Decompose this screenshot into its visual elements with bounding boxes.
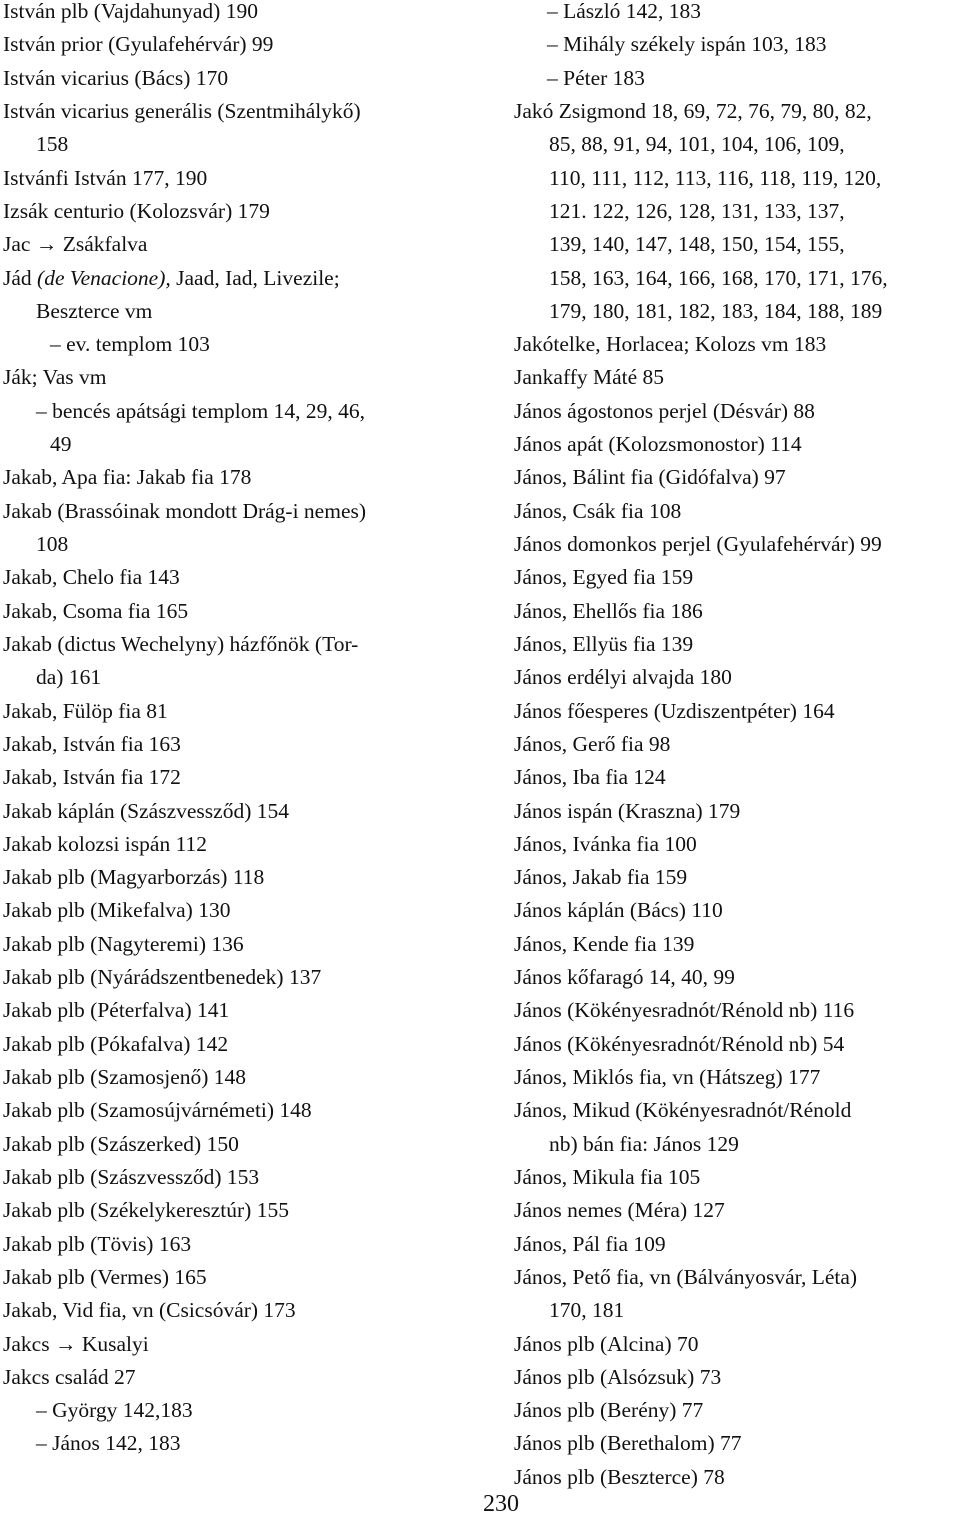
index-entry: János erdélyi alvajda 180 [514, 665, 732, 690]
index-entry: Jakab, Chelo fia 143 [3, 565, 180, 590]
index-entry-text: Jaad, Iad, Livezile; [170, 265, 340, 290]
index-entry: Jakab, István fia 172 [3, 765, 181, 790]
index-entry: János plb (Alsózsuk) 73 [514, 1364, 722, 1389]
index-entry: Ják; Vas vm [3, 365, 107, 390]
index-entry: – bencés apátsági templom 14, 29, 46, [36, 398, 365, 423]
index-entry: – Péter 183 [547, 65, 645, 90]
index-entry: János (Kökényesradnót/Rénold nb) 54 [514, 1031, 845, 1056]
index-entry: Jakab plb (Mikefalva) 130 [3, 898, 231, 923]
index-entry: 179, 180, 181, 182, 183, 184, 188, 189 [549, 298, 883, 323]
index-entry: János plb (Berény) 77 [514, 1398, 704, 1423]
index-entry: Istvánfi István 177, 190 [3, 165, 208, 190]
index-entry: – Mihály székely ispán 103, 183 [547, 32, 827, 57]
index-entry: Jac → Zsákfalva [3, 232, 148, 257]
index-entry: János főesperes (Uzdiszentpéter) 164 [514, 698, 835, 723]
index-entry-text: Jád [3, 265, 38, 290]
index-entry: Jakab plb (Szamosjenő) 148 [3, 1065, 247, 1089]
index-entry: Jakab plb (Szászerked) 150 [3, 1131, 239, 1156]
index-entry: István vicarius (Bács) 170 [3, 65, 229, 90]
index-entry: da) 161 [36, 665, 102, 690]
index-entry: János, Iba fia 124 [514, 765, 666, 790]
index-entry: Izsák centurio (Kolozsvár) 179 [3, 198, 270, 223]
index-entry: – László 142, 183 [547, 0, 702, 23]
index-entry: 110, 111, 112, 113, 116, 118, 119, 120, [549, 165, 882, 190]
index-entry: 139, 140, 147, 148, 150, 154, 155, [549, 232, 845, 257]
index-entry: Jakó Zsigmond 18, 69, 72, 76, 79, 80, 82, [514, 98, 872, 123]
index-entry: Jakab plb (Tövis) 163 [3, 1231, 192, 1256]
index-entry: Jakab plb (Szászvessződ) 153 [3, 1164, 260, 1189]
index-entry: János apát (Kolozsmonostor) 114 [514, 432, 802, 457]
index-entry: Jakab plb (Péterfalva) 141 [3, 998, 230, 1023]
index-entry: István vicarius generális (Szentmihálykő) [3, 98, 361, 123]
index-entry: 49 [50, 432, 72, 457]
index-entry: János, Bálint fia (Gidófalva) 97 [514, 465, 786, 490]
index-entry: János, Gerő fia 98 [514, 731, 671, 756]
index-entry: Jakab plb (Nyárádszentbenedek) 137 [3, 965, 322, 990]
index-entry: János, Egyed fia 159 [514, 565, 694, 590]
index-entry: János, Kende fia 139 [514, 931, 695, 956]
index-entry: Jakab plb (Magyarborzás) 118 [3, 865, 265, 890]
index-entry: Jakab, István fia 163 [3, 731, 181, 756]
index-entry: János plb (Beszterce) 78 [514, 1464, 725, 1489]
index-entry: János kőfaragó 14, 40, 99 [514, 965, 735, 990]
index-entry: 108 [36, 532, 69, 556]
index-entry: János, Ellyüs fia 139 [514, 631, 694, 656]
index-entry: János domonkos perjel (Gyulafehérvár) 99 [514, 532, 882, 556]
index-entry: Jakab kolozsi ispán 112 [3, 831, 208, 856]
index-entry [3, 262, 473, 295]
index-entry: – János 142, 183 [36, 1431, 181, 1456]
index-entry: János, Ehellős fia 186 [514, 598, 703, 623]
index-entry: Jakab plb (Vermes) 165 [3, 1264, 207, 1289]
index-entry: János, Csák fia 108 [514, 498, 682, 523]
index-entry: János káplán (Bács) 110 [514, 898, 723, 923]
index-entry: Jakab plb (Szamosújvárnémeti) 148 [3, 1098, 312, 1123]
index-entry: Jakcs → Kusalyi [3, 1331, 149, 1356]
index-entry: – György 142,183 [36, 1398, 193, 1423]
page-number: 230 [483, 1491, 519, 1517]
index-entry: János plb (Berethalom) 77 [514, 1431, 742, 1456]
index-entry: Jakab, Csoma fia 165 [3, 598, 189, 623]
index-entry: János ispán (Kraszna) 179 [514, 798, 741, 823]
index-entry: Jankaffy Máté 85 [514, 365, 665, 390]
index-entry: János, Mikud (Kökényesradnót/Rénold [514, 1098, 852, 1123]
index-entry: János, Pető fia, vn (Bálványosvár, Léta) [514, 1264, 858, 1289]
index-entry: Jakab, Vid fia, vn (Csicsóvár) 173 [3, 1298, 296, 1323]
index-entry: – ev. templom 103 [50, 332, 210, 357]
index-entry: Jakab plb (Székelykeresztúr) 155 [3, 1198, 289, 1223]
index-entry: János, Ivánka fia 100 [514, 831, 697, 856]
index-entry: Beszterce vm [36, 298, 153, 323]
index-entry: Jakab plb (Nagyteremi) 136 [3, 931, 244, 956]
index-entry: János, Pál fia 109 [514, 1231, 666, 1256]
index-column-left [3, 0, 473, 1461]
index-entry: Jakcs család 27 [3, 1364, 136, 1389]
index-entry: Jakab (Brassóinak mondott Drág-i nemes) [3, 498, 367, 523]
index-entry: János, Mikula fia 105 [514, 1164, 701, 1189]
index-entry: 158, 163, 164, 166, 168, 170, 171, 176, [549, 265, 888, 290]
index-entry: Jakab, Apa fia: Jakab fia 178 [3, 465, 252, 490]
index-entry: István prior (Gyulafehérvár) 99 [3, 32, 274, 57]
index-entry: János, Miklós fia, vn (Hátszeg) 177 [514, 1065, 821, 1089]
index-entry: István plb (Vajdahunyad) 190 [3, 0, 258, 23]
index-entry: János ágostonos perjel (Désvár) 88 [514, 398, 815, 423]
index-entry: 158 [36, 132, 69, 157]
index-entry: János (Kökényesradnót/Rénold nb) 116 [514, 998, 855, 1023]
index-entry: Jakab (dictus Wechelyny) házfőnök (Tor- [3, 631, 359, 656]
index-entry-italic: (de Venacione), [37, 265, 171, 290]
index-entry: Jakab plb (Pókafalva) 142 [3, 1031, 229, 1056]
index-column-right [514, 0, 960, 1494]
index-entry: Jakab káplán (Szászvessződ) 154 [3, 798, 289, 823]
index-entry: nb) bán fia: János 129 [549, 1131, 739, 1156]
index-entry: Jakótelke, Horlacea; Kolozs vm 183 [514, 332, 827, 357]
index-entry: 121. 122, 126, 128, 131, 133, 137, [549, 198, 845, 223]
index-entry: 170, 181 [549, 1298, 625, 1323]
index-entry: János nemes (Méra) 127 [514, 1198, 725, 1223]
index-entry: Jakab, Fülöp fia 81 [3, 698, 168, 723]
index-entry: János, Jakab fia 159 [514, 865, 688, 890]
index-entry: 85, 88, 91, 94, 101, 104, 106, 109, [549, 132, 845, 157]
index-entry: János plb (Alcina) 70 [514, 1331, 699, 1356]
